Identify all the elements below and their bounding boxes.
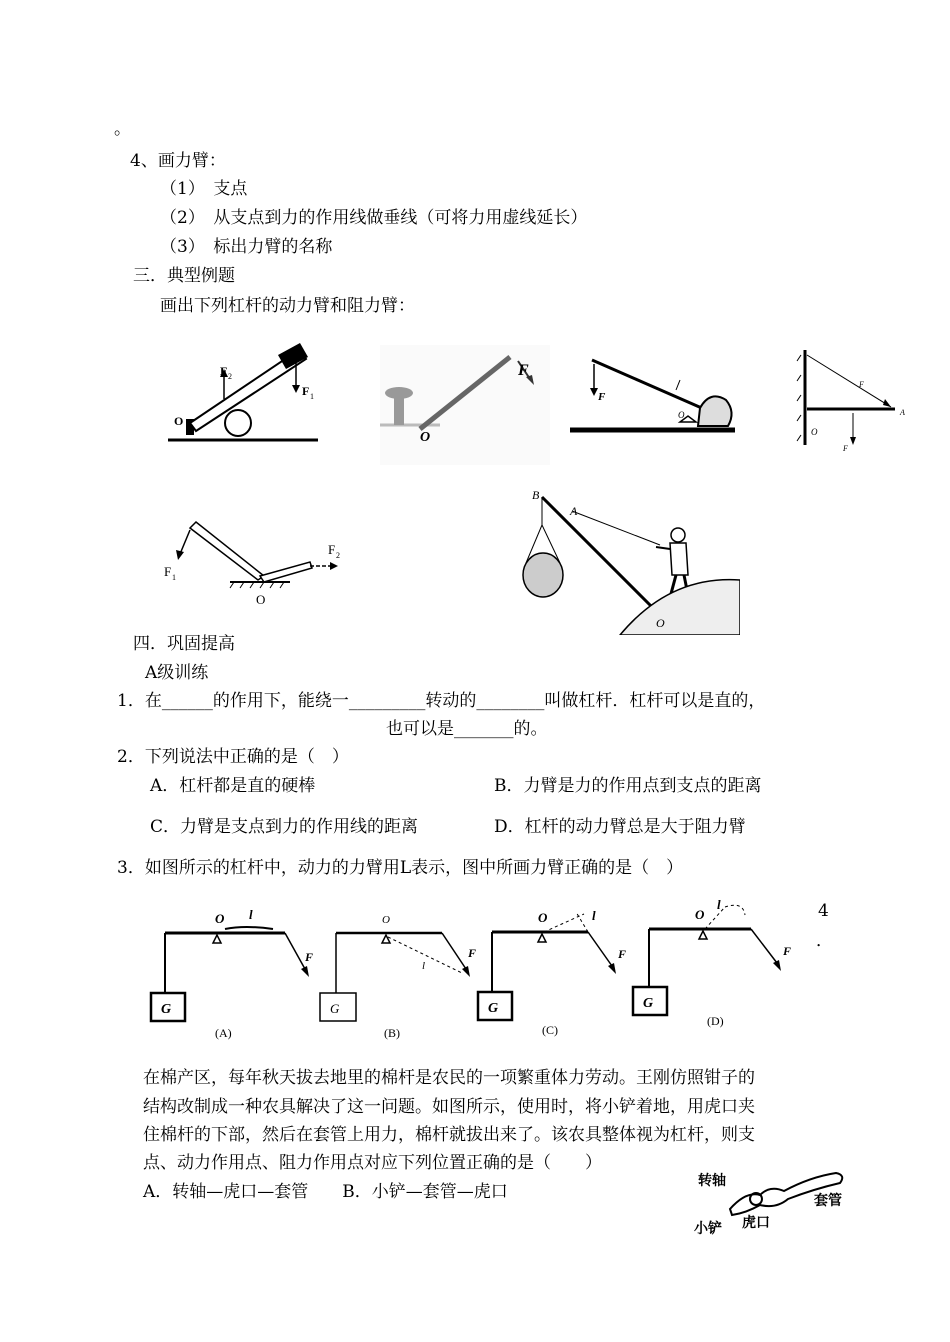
fig6-b-label: B xyxy=(532,488,540,502)
q3-figure-b xyxy=(312,905,482,1040)
section3-heading: 三．典型例题 xyxy=(133,266,235,286)
fig6-o-label: O xyxy=(656,616,665,630)
step4-item-2: （2） 从支点到力的作用线做垂线（可将力用虚线延长） xyxy=(160,208,588,228)
fig1-f2-sub: 2 xyxy=(228,372,232,381)
lever-figure-2 xyxy=(380,345,550,465)
fig4-a-label: A xyxy=(900,408,905,417)
fig1-f1-sub: 1 xyxy=(310,392,314,401)
farm-tool-figure xyxy=(690,1165,870,1240)
qb-f-label: F xyxy=(468,946,477,960)
step4-item-3: （3） 标出力臂的名称 xyxy=(160,237,333,257)
qa-g-label: G xyxy=(161,1002,172,1017)
question-4-line1: 在棉产区，每年秋天拔去地里的棉杆是农民的一项繁重体力劳动。王刚仿照钳子的 xyxy=(143,1068,755,1088)
q2-option-a: A．杠杆都是直的硬棒 xyxy=(150,776,316,796)
qd-caption: (D) xyxy=(707,1014,724,1028)
qc-o-label: O xyxy=(538,910,548,925)
fig6-a-label: A xyxy=(570,504,578,518)
q4-options-ab: A．转轴—虎口—套管 B．小铲—套管—虎口 xyxy=(143,1182,508,1202)
fig1-o-label: O xyxy=(174,414,184,428)
qc-l-label: l xyxy=(592,908,596,923)
fig4-o-label: O xyxy=(811,427,818,437)
question-1-line1: 1．在______的作用下，能绕一_________转动的________叫做杠杆．杠杆可以是直的， xyxy=(117,691,766,711)
lever-figure-5 xyxy=(160,510,360,610)
qa-o-label: O xyxy=(215,911,225,926)
qd-g-label: G xyxy=(643,996,654,1011)
question-4-dot: ． xyxy=(816,931,833,951)
qa-l-label: l xyxy=(249,907,253,922)
fig1-f2-label: F xyxy=(220,364,228,378)
qd-l-label: l xyxy=(717,897,721,912)
fig3-f-label: F xyxy=(598,391,606,403)
tool-label-zhuanzhou: 转轴 xyxy=(698,1174,726,1189)
qa-f-label: F xyxy=(305,950,314,964)
fig4-f1-label: F xyxy=(843,444,848,453)
question-4-number: 4 xyxy=(818,901,829,921)
fig4-f2-label: F xyxy=(859,380,864,389)
lever-figure-4 xyxy=(795,345,915,455)
fig5-f2-sub: 2 xyxy=(336,551,340,560)
fig5-o-label: O xyxy=(256,592,266,607)
qb-caption: (B) xyxy=(384,1026,400,1040)
question-2: 2．下列说法中正确的是（ ） xyxy=(117,747,349,767)
qc-f-label: F xyxy=(618,947,627,961)
question-1-line2: 也可以是_______的。 xyxy=(386,719,548,739)
qc-g-label: G xyxy=(488,1001,499,1016)
q3-figure-a xyxy=(145,905,315,1040)
question-4-line4: 点、动力作用点、阻力作用点对应下列位置正确的是（ ） xyxy=(143,1153,602,1173)
qd-f-label: F xyxy=(783,944,792,958)
lever-figure-1 xyxy=(168,335,328,450)
fig1-f1-label: F xyxy=(302,384,310,398)
question-4-line2: 结构改制成一种农具解决了这一问题。如图所示，使用时，将小铲着地，用虎口夹 xyxy=(143,1097,755,1117)
qc-caption: (C) xyxy=(542,1023,558,1037)
q3-figure-d xyxy=(625,895,805,1035)
q2-option-c: C．力臂是支点到力的作用线的距离 xyxy=(150,817,419,837)
stray-dot: 。 xyxy=(114,119,131,139)
fig2-o-label: O xyxy=(420,430,431,445)
fig5-f1-sub: 1 xyxy=(172,573,176,582)
q2-option-b: B．力臂是力的作用点到支点的距离 xyxy=(494,776,762,796)
question-4-line3: 住棉杆的下部，然后在套管上用力，棉杆就拔出来了。该农具整体视为杠杆，则支 xyxy=(143,1125,755,1145)
lever-figure-3 xyxy=(570,350,740,440)
q2-option-d: D．杠杆的动力臂总是大于阻力臂 xyxy=(494,817,746,837)
qa-caption: (A) xyxy=(215,1026,232,1040)
qb-o-label: O xyxy=(382,914,390,926)
tool-label-xiaochan: 小铲 xyxy=(694,1222,722,1237)
level-a-heading: A级训练 xyxy=(145,663,209,683)
example-intro: 画出下列杠杆的动力臂和阻力臂： xyxy=(160,296,415,316)
qb-g-label: G xyxy=(330,1001,340,1016)
fig2-f-label: F xyxy=(518,362,529,379)
question-3: 3．如图所示的杠杆中，动力的力臂用L表示，图中所画力臂正确的是（ ） xyxy=(117,858,684,878)
lever-figure-6 xyxy=(520,485,740,635)
qb-l-label: l xyxy=(422,960,426,972)
qd-o-label: O xyxy=(695,907,705,922)
section4-heading: 四．巩固提高 xyxy=(133,634,235,654)
fig5-f2-label: F xyxy=(328,542,336,557)
fig3-o-label: O xyxy=(678,410,685,420)
tool-label-taoguan: 套管 xyxy=(814,1194,842,1209)
fig5-f1-label: F xyxy=(164,564,172,579)
tool-label-hukou: 虎口 xyxy=(742,1216,770,1231)
step4-heading: 4、画力臂： xyxy=(130,151,226,171)
step4-item-1: （1） 支点 xyxy=(160,179,248,199)
q3-figure-c xyxy=(472,900,642,1040)
